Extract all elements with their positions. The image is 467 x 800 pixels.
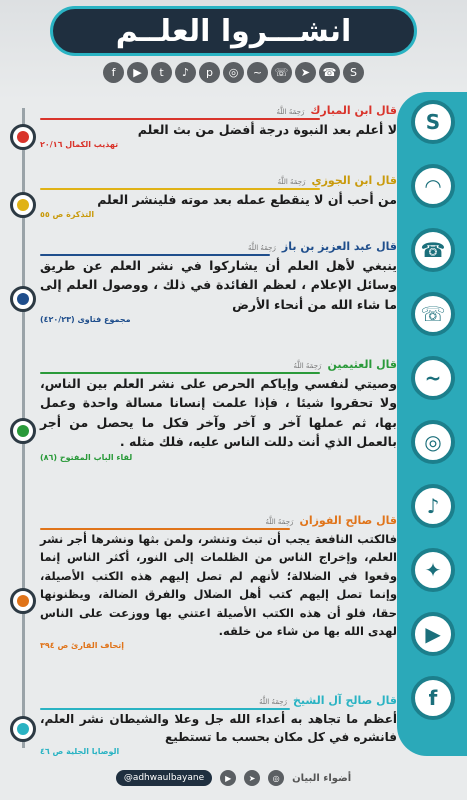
title-banner <box>50 6 417 56</box>
quote-card <box>40 240 397 324</box>
quote-source: الوصايا الجلية ص ٤٦ <box>40 747 120 756</box>
telegram-icon[interactable]: ➤ <box>295 62 316 83</box>
quote-speaker <box>40 694 397 707</box>
youtube-icon[interactable]: ▶ <box>411 612 455 656</box>
speaker-name: قال ابن الجوزي <box>311 174 397 187</box>
honorific: رَحِمَهُ اللَّهُ <box>248 244 276 252</box>
facebook-icon[interactable]: f <box>103 62 124 83</box>
honorific: رَحِمَهُ اللَّهُ <box>265 518 294 526</box>
tiktok-icon[interactable]: ♪ <box>175 62 196 83</box>
quote-text: من أحب أن لا ينقطع عمله بعد موته فلينشر العلم <box>97 192 397 207</box>
quote-card <box>40 174 397 219</box>
divider <box>40 528 290 530</box>
quote-text: أعظم ما تجاهد به أعداء الله جل وعلا والشيطان نشر العلم، فانشره في كل مكان بحسب ما تستطيع <box>40 712 397 744</box>
timeline-node <box>10 124 36 150</box>
instagram-icon[interactable]: ◎ <box>223 62 244 83</box>
quote-card <box>40 514 397 650</box>
quote-text: وصيتي لنفسي وإياكم الحرص على نشر العلم بين الناس، ولا تحقروا شيئا ، فإذا علمت إنسانا مسالة واحدة وعمل بها، ثم عملها آخر و آخر وآخر فكل ما يحصل من أجر بالعمل الذي أنت دللت الناس عليه، فلك مثله . <box>40 376 397 450</box>
divider <box>40 188 320 190</box>
honorific: رَحِمَهُ اللَّهُ <box>276 108 305 116</box>
speaker-name: قال العثيمين <box>327 358 397 371</box>
divider <box>40 118 320 120</box>
facebook-icon[interactable]: f <box>411 676 455 720</box>
quote-speaker <box>40 104 397 117</box>
divider <box>40 372 320 374</box>
speaker-name: قال صالح الفوزان <box>299 514 397 527</box>
quote-speaker <box>40 358 397 371</box>
pinterest-icon[interactable]: p <box>199 62 220 83</box>
honorific: رَحِمَهُ اللَّهُ <box>277 178 306 186</box>
instagram-icon[interactable]: ◎ <box>411 420 455 464</box>
footer <box>0 756 467 800</box>
quote-speaker <box>40 174 397 187</box>
quote-source: مجموع فتاوى (٤٢٠/٢٣) <box>40 315 131 325</box>
speaker-name: قال عبد العزيز بن باز <box>281 240 397 253</box>
account-handle[interactable]: @adhwaulbayane <box>116 770 212 786</box>
timeline-node <box>10 418 36 444</box>
messenger-icon[interactable]: ~ <box>411 356 455 400</box>
divider <box>40 708 290 710</box>
youtube-icon[interactable]: ▶ <box>127 62 148 83</box>
youtube-icon[interactable]: ▶ <box>220 770 236 786</box>
quote-source: لقاء الباب المفتوح (٨٦) <box>40 452 133 462</box>
speaker-name: قال ابن المبارك <box>310 104 397 117</box>
twitter-icon[interactable]: ✦ <box>411 548 455 592</box>
page-title: انشـــروا العلــم <box>115 13 352 49</box>
phone-icon[interactable]: ☎ <box>411 228 455 272</box>
speaker-name: قال صالح آل الشيخ <box>292 694 397 707</box>
social-icons-row <box>95 62 372 88</box>
quote-text: فالكتب النافعة يجب أن تبث وتنشر، ولمن بثها ونشرها أجر نشر العلم، وإخراج الناس من الظلمات إلى النور، أكثر الناس إنما وقعوا في الضلالة؛ لأنهم لم تصل إليهم هذه الكتب الأصيلة، وإنما تصل إليهم كتب أهل الضلال والفرق الضالة، ويظنونها حقا، فلو أن هذه الكتب الأصيلة اعتني بها ووزعت على الناس لهدى الله بها من شاء من خلقه. <box>40 532 397 638</box>
snapchat-icon[interactable]: S <box>411 100 455 144</box>
whatsapp-icon[interactable]: ☏ <box>411 292 455 336</box>
twitter-icon[interactable]: t <box>151 62 172 83</box>
quote-text: لا أعلم بعد النبوة درجة أفضل من بث العلم <box>137 122 397 137</box>
honorific: رَحِمَهُ اللَّهُ <box>259 698 287 706</box>
instagram-icon[interactable]: ◎ <box>268 770 284 786</box>
quote-source: إتحاف القارئ ص ٣٩٤ <box>40 641 125 651</box>
quote-card <box>40 694 397 756</box>
quote-text: ينبغي لأهل العلم أن يشاركوا في نشر العلم عن طريق وسائل الإعلام ، لعظم الفائدة في ذلك ، ووصول العلم إلى ما شاء الله من أنحاء الأرض <box>40 258 397 312</box>
quote-speaker <box>40 514 397 527</box>
whatsapp-icon[interactable]: ☏ <box>271 62 292 83</box>
tiktok-icon[interactable]: ♪ <box>411 484 455 528</box>
snapchat-icon[interactable]: S <box>343 62 364 83</box>
honorific: رَحِمَهُ اللَّهُ <box>293 362 322 370</box>
divider <box>40 254 270 256</box>
quote-source: التذكرة ص ٥٥ <box>40 210 95 220</box>
timeline-node <box>10 716 36 742</box>
quote-speaker <box>40 240 397 253</box>
timeline-node <box>10 588 36 614</box>
messenger-icon[interactable]: ~ <box>247 62 268 83</box>
quote-card <box>40 104 397 149</box>
viber-icon[interactable]: ☎ <box>319 62 340 83</box>
ghost-icon[interactable]: ◠ <box>411 164 455 208</box>
quote-source: تهذيب الكمال ٢٠/١٦ <box>40 140 119 150</box>
header <box>0 0 467 100</box>
telegram-icon[interactable]: ➤ <box>244 770 260 786</box>
timeline-node <box>10 192 36 218</box>
brand-logo: أضواء البيان <box>292 772 352 784</box>
timeline-node <box>10 286 36 312</box>
